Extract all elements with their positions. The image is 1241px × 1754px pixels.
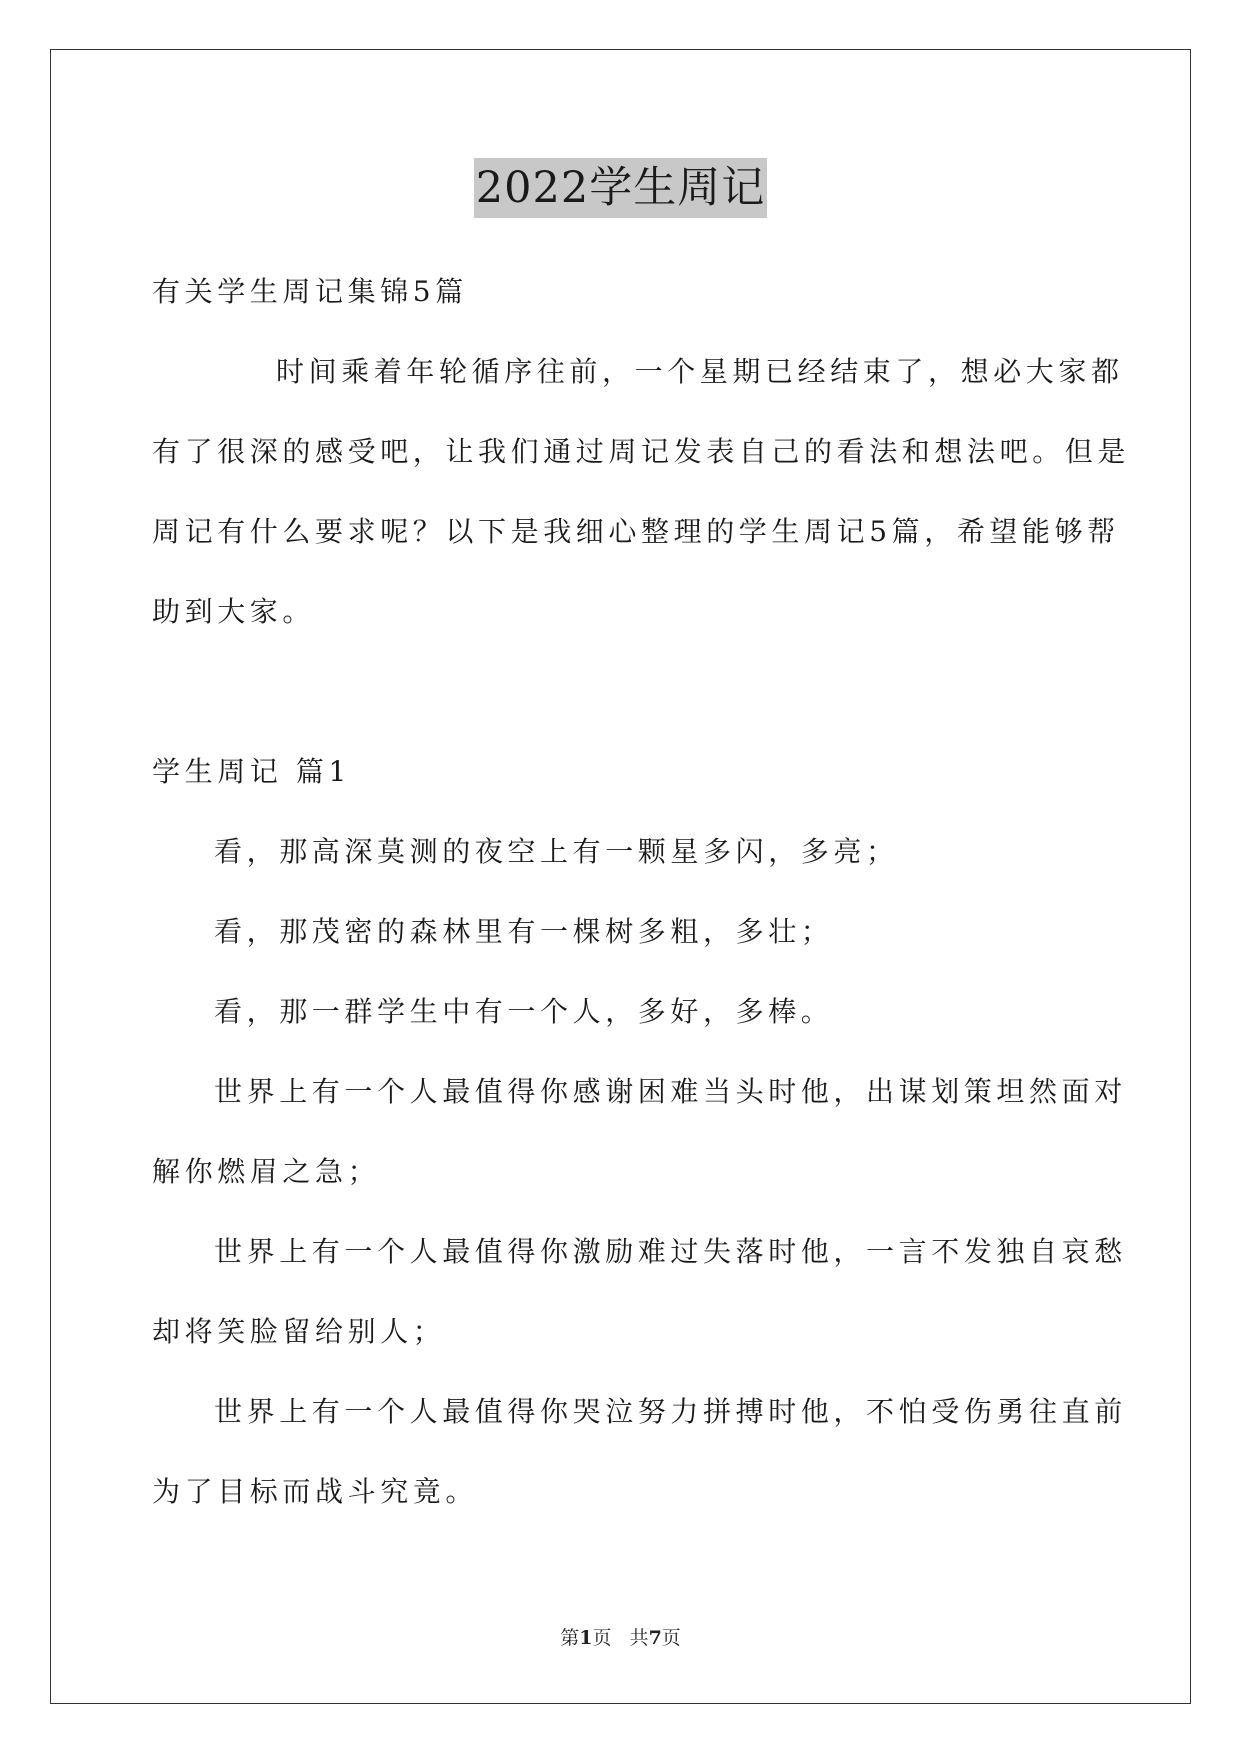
footer-prefix: 第 xyxy=(560,1627,580,1649)
section-paragraph-line: 世界上有一个人最值得你激励难过失落时他，一言不发独自哀愁 xyxy=(214,1235,1127,1268)
section-paragraph-line: 却将笑脸留给别人； xyxy=(152,1315,446,1348)
section-paragraph-line: 看，那高深莫测的夜空上有一颗星多闪，多亮； xyxy=(214,835,899,868)
total-pages-number: 7 xyxy=(648,1627,662,1649)
intro-paragraph-line: 时间乘着年轮循序往前，一个星期已经结束了，想必大家都 xyxy=(276,355,1124,388)
document-title: 2022学生周记 xyxy=(474,158,767,218)
intro-paragraph-line: 周记有什么要求呢？以下是我细心整理的学生周记5篇，希望能够帮 xyxy=(152,515,1120,548)
page-footer xyxy=(0,1626,1241,1650)
section-heading: 学生周记 篇1 xyxy=(152,755,351,788)
section-paragraph-line: 为了目标而战斗究竟。 xyxy=(152,1475,479,1508)
section-paragraph-line: 解你燃眉之急； xyxy=(152,1155,381,1188)
intro-heading: 有关学生周记集锦5篇 xyxy=(152,275,468,308)
intro-paragraph-line: 有了很深的感受吧，让我们通过周记发表自己的看法和想法吧。但是 xyxy=(152,435,1131,468)
title-container xyxy=(0,158,1241,218)
intro-paragraph-line: 助到大家。 xyxy=(152,595,316,628)
section-paragraph-line: 世界上有一个人最值得你感谢困难当头时他，出谋划策坦然面对 xyxy=(214,1075,1127,1108)
footer-suffix: 页 xyxy=(661,1627,681,1649)
current-page-number: 1 xyxy=(579,1627,593,1649)
footer-mid: 页 共 xyxy=(592,1627,649,1649)
section-paragraph-line: 看，那一群学生中有一个人，多好，多棒。 xyxy=(214,995,834,1028)
section-paragraph-line: 世界上有一个人最值得你哭泣努力拼搏时他，不怕受伤勇往直前 xyxy=(214,1395,1127,1428)
section-paragraph-line: 看，那茂密的森林里有一棵树多粗，多壮； xyxy=(214,915,834,948)
